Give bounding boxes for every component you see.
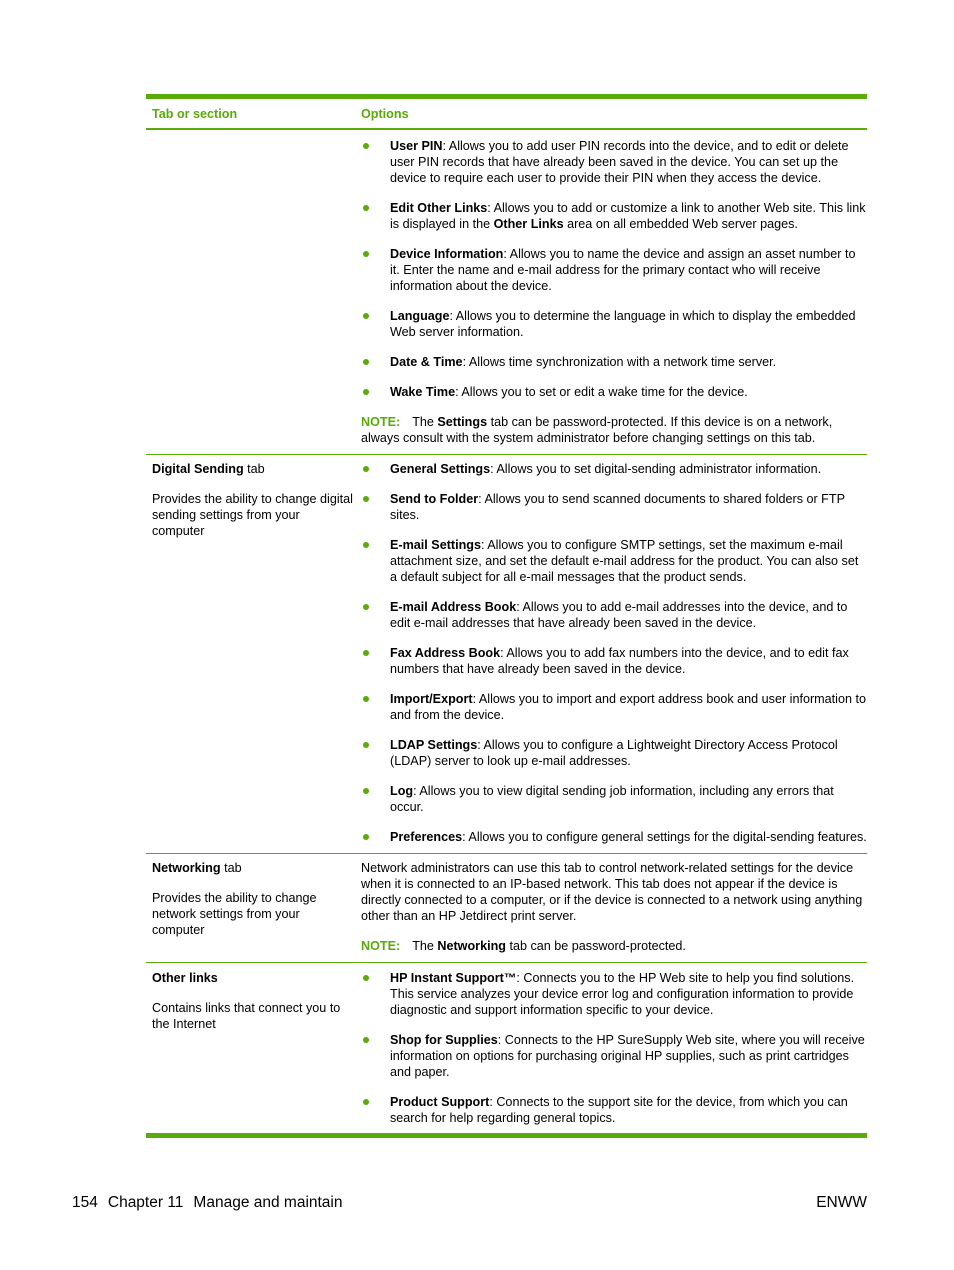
other-links-left-cell	[146, 970, 355, 1133]
page-number: 154	[72, 1194, 98, 1211]
networking-title: Networking tab	[152, 861, 242, 875]
bullet-icon	[363, 1037, 369, 1043]
list-item: HP Instant Support™: Connects you to the HP Web site to help you find solutions. This service analyzes your device error log and configuration information to provide diagnostic and support information specific to your device.	[361, 970, 867, 1018]
settings-options-cell	[355, 136, 867, 454]
bullet-icon	[363, 389, 369, 395]
networking-description: Provides the ability to change network settings from your computer	[152, 891, 317, 937]
other-links-title: Other links	[152, 971, 218, 985]
footer-left	[72, 1193, 353, 1213]
bullet-icon	[363, 313, 369, 319]
bullet-icon	[363, 143, 369, 149]
header-options: Options	[361, 106, 409, 121]
bullet-icon	[363, 466, 369, 472]
bullet-icon	[363, 604, 369, 610]
digital-sending-options-cell	[355, 461, 867, 853]
bullet-icon	[363, 975, 369, 981]
digital-sending-left-cell	[146, 461, 355, 853]
list-item: Fax Address Book: Allows you to add fax numbers into the device, and to edit fax numbers that have already been saved in the device.	[361, 645, 867, 677]
list-item: Wake Time: Allows you to set or edit a wake time for the device.	[361, 384, 867, 400]
list-item: Date & Time: Allows time synchronization with a network time server.	[361, 354, 867, 370]
bullet-icon	[363, 696, 369, 702]
settings-bullet-list	[361, 138, 867, 400]
other-links-options-cell	[355, 970, 867, 1133]
list-item: E-mail Settings: Allows you to configure SMTP settings, set the maximum e-mail attachment size, and set the default e-mail address for the product. You can also set a default subject for all e-mail messages that the product sends.	[361, 537, 867, 585]
digital-sending-bullet-list	[361, 461, 867, 845]
table-bottom-rule	[146, 1133, 867, 1138]
table-row-networking	[146, 854, 867, 963]
table-row-settings	[146, 130, 867, 455]
list-item: Preferences: Allows you to configure general settings for the digital-sending features.	[361, 829, 867, 845]
settings-note: NOTE: The Settings tab can be password-protected. If this device is on a network, always consult with the system administrator before changing settings on this tab.	[361, 415, 833, 445]
list-item: Log: Allows you to view digital sending job information, including any errors that occur.	[361, 783, 867, 815]
list-item: Edit Other Links: Allows you to add or customize a link to another Web site. This link is displayed in the Other Links area on all embedded Web server pages.	[361, 200, 867, 232]
footer-right: ENWW	[816, 1194, 867, 1211]
list-item: Language: Allows you to determine the language in which to display the embedded Web server information.	[361, 308, 867, 340]
list-item: Device Information: Allows you to name the device and assign an asset number to it. Enter the name and e-mail address for the primary contact who will receive information about the device.	[361, 246, 867, 294]
note-label: NOTE:	[361, 415, 401, 429]
list-item: E-mail Address Book: Allows you to add e-mail addresses into the device, and to edit e-mail addresses that have already been saved in the device.	[361, 599, 867, 631]
header-tab-or-section: Tab or section	[152, 106, 238, 121]
bullet-icon	[363, 788, 369, 794]
list-item: General Settings: Allows you to set digital-sending administrator information.	[361, 461, 867, 477]
bullet-icon	[363, 650, 369, 656]
table-row-digital-sending	[146, 455, 867, 854]
bullet-icon	[363, 205, 369, 211]
list-item: Send to Folder: Allows you to send scanned documents to shared folders or FTP sites.	[361, 491, 867, 523]
bullet-icon	[363, 251, 369, 257]
bullet-icon	[363, 742, 369, 748]
list-item: Shop for Supplies: Connects to the HP SureSupply Web site, where you will receive information on options for purchasing original HP supplies, such as print cartridges and paper.	[361, 1032, 867, 1080]
bullet-icon	[363, 496, 369, 502]
other-links-description: Contains links that connect you to the Internet	[152, 1001, 341, 1031]
list-item: LDAP Settings: Allows you to configure a Lightweight Directory Access Protocol (LDAP) server to look up e-mail addresses.	[361, 737, 867, 769]
footer-chapter: Chapter 11	[107, 1194, 184, 1211]
note-label: NOTE:	[361, 939, 401, 953]
digital-sending-title: Digital Sending tab	[152, 462, 265, 476]
bullet-icon	[363, 542, 369, 548]
other-links-bullet-list	[361, 970, 867, 1126]
list-item: Product Support: Connects to the support site for the device, from which you can search for help regarding general topics.	[361, 1094, 867, 1126]
networking-options-cell	[355, 860, 867, 962]
networking-left-cell	[146, 860, 355, 962]
bullet-icon	[363, 834, 369, 840]
table-row-other-links	[146, 963, 867, 1133]
networking-paragraph: Network administrators can use this tab to control network-related settings for the device when it is connected to an IP-based network. This tab does not appear if the device is directly connected to a computer, or if the device is connected to a network using anything other than an HP Jetdirect print server.	[361, 861, 863, 923]
settings-left-cell	[146, 136, 355, 454]
page-footer	[72, 1193, 867, 1213]
list-item: Import/Export: Allows you to import and export address book and user information to and from the device.	[361, 691, 867, 723]
networking-note: NOTE: The Networking tab can be password-protected.	[361, 939, 686, 953]
table-header	[146, 99, 867, 130]
footer-section: Manage and maintain	[193, 1194, 343, 1211]
bullet-icon	[363, 359, 369, 365]
digital-sending-description: Provides the ability to change digital sending settings from your computer	[152, 492, 353, 538]
bullet-icon	[363, 1099, 369, 1105]
list-item: User PIN: Allows you to add user PIN records into the device, and to edit or delete user PIN records that have already been saved in the device. You can set up the device to require each user to provide their PIN when they access the device.	[361, 138, 867, 186]
options-table	[146, 94, 867, 1138]
